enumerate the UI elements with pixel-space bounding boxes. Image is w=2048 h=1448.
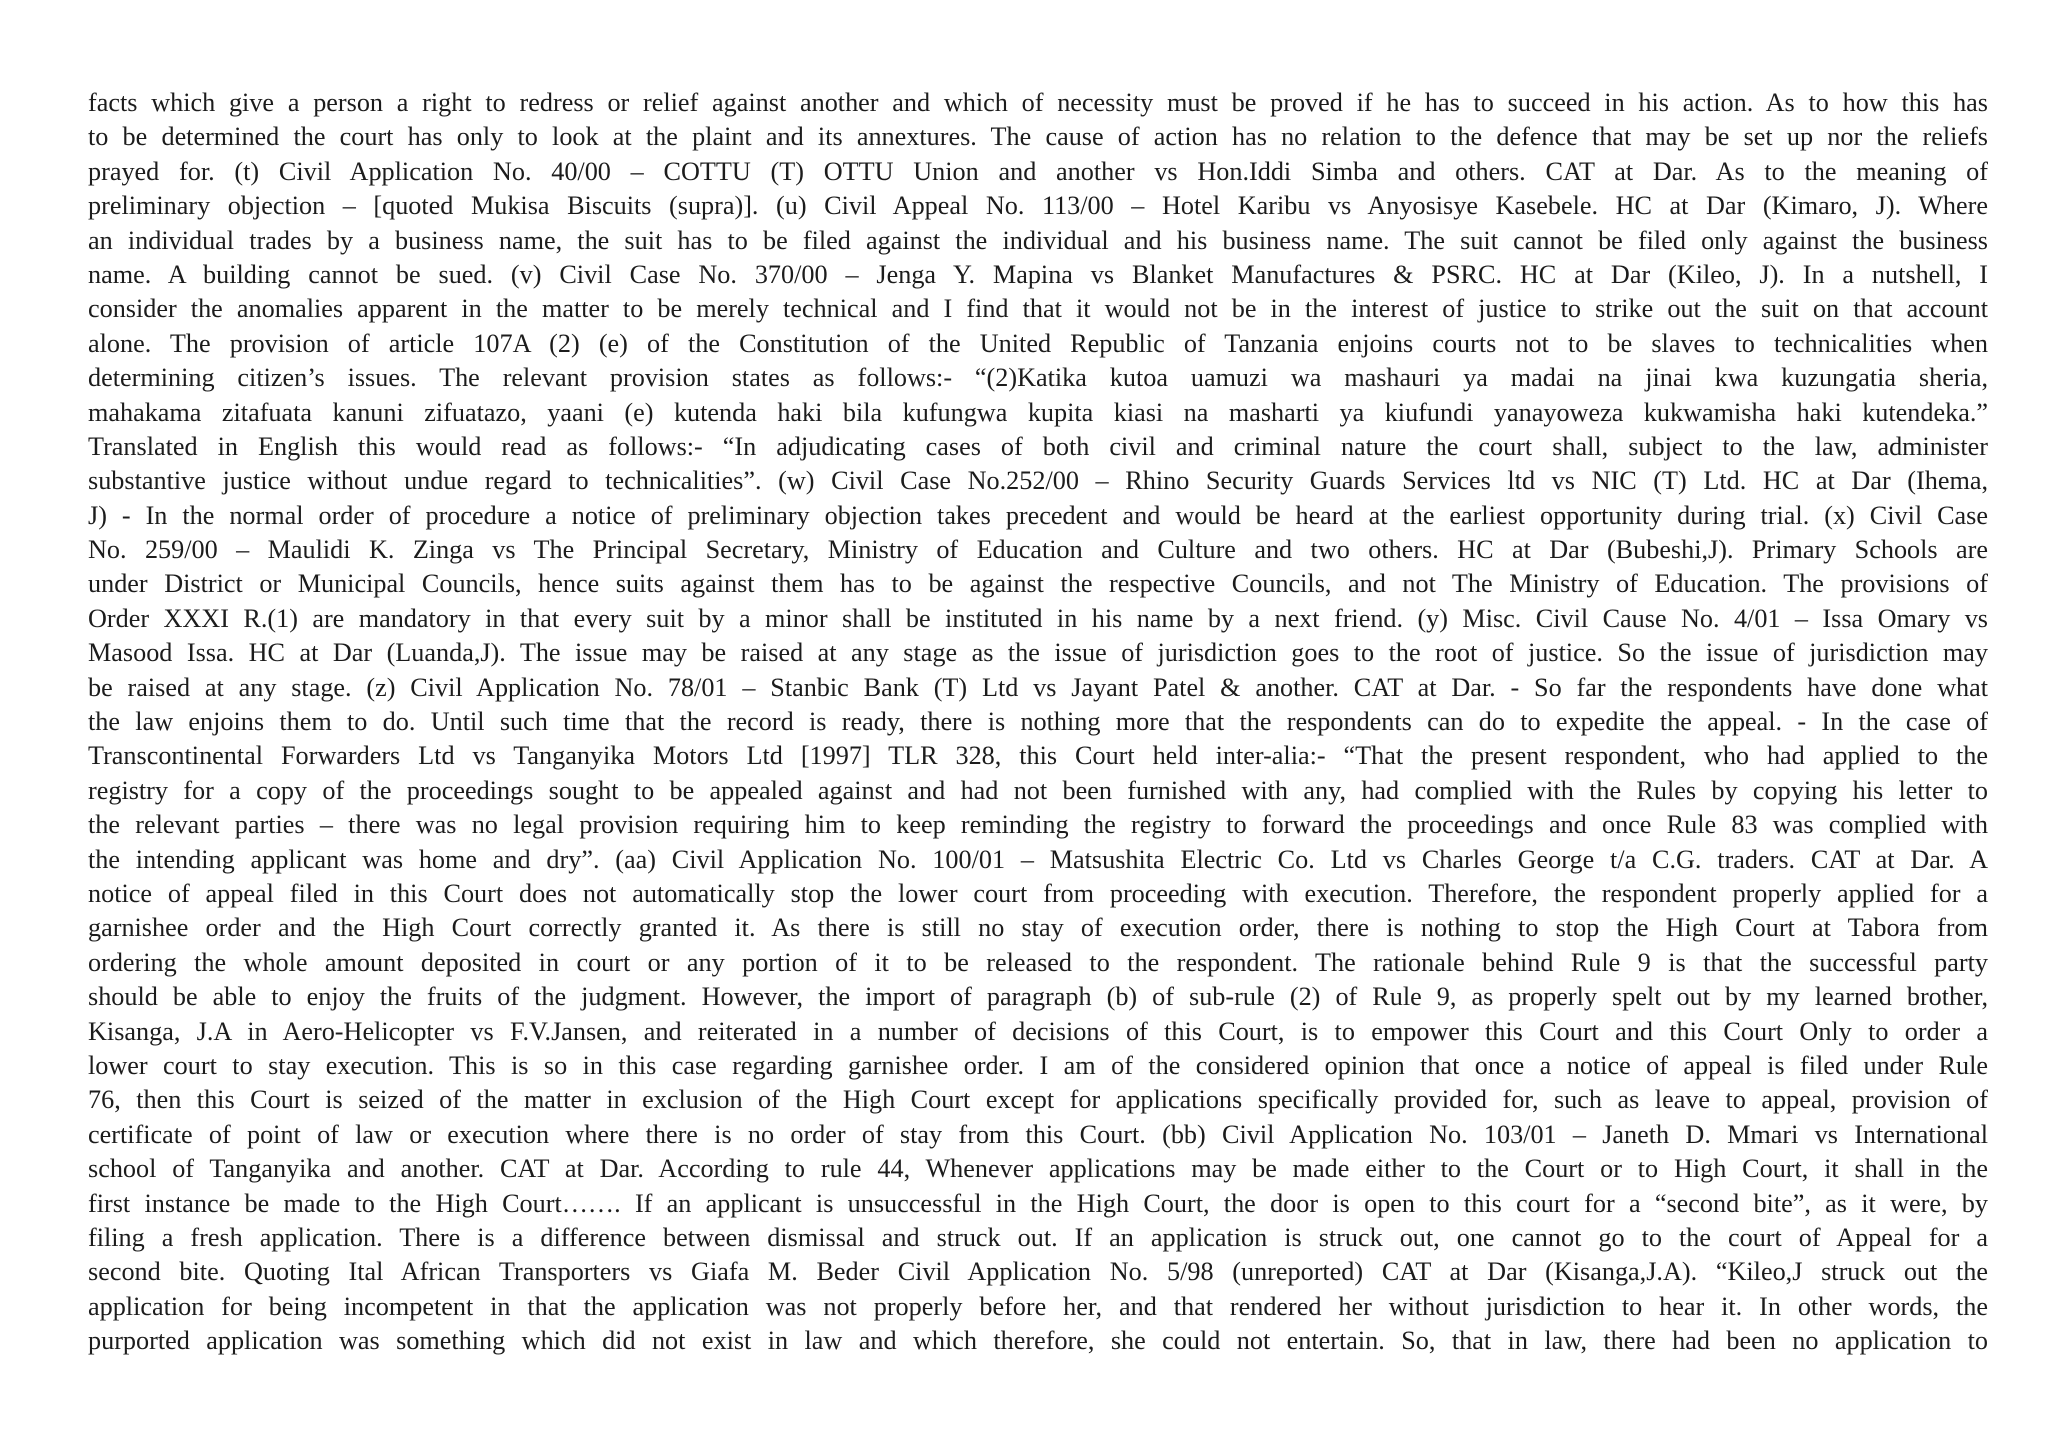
text-line: the relevant parties – there was no legal provision requiring him to keep reminding the registry to forward the proceedings and once Rule 83 was complied with xyxy=(88,810,1988,840)
text-line: No. 259/00 – Maulidi K. Zinga vs The Principal Secretary, Ministry of Education and Culture and two others. HC at Dar (Bubeshi,J). Primary Schools are xyxy=(88,535,1988,565)
text-line: Translated in English this would read as follows:- “In adjudicating cases of both civil and criminal nature the court shall, subject to the law, administer xyxy=(88,431,1988,461)
text-line: Masood Issa. HC at Dar (Luanda,J). The issue may be raised at any stage as the issue of jurisdiction goes to the root of justice. So the issue of jurisdiction may xyxy=(88,638,1988,668)
text-line: purported application was something which did not exist in law and which therefore, she could not entertain. So, that in law, there had been no application to xyxy=(88,1326,1988,1356)
text-line: facts which give a person a right to redress or relief against another and which of necessity must be proved if he has to succeed in his action. As to how this has xyxy=(88,88,1988,117)
text-line: Order XXXI R.(1) are mandatory in that every suit by a minor shall be instituted in his name by a next friend. (y) Misc. Civil Cause No. 4/01 – Issa Omary vs xyxy=(88,603,1988,633)
text-line: notice of appeal filed in this Court does not automatically stop the lower court from proceeding with execution. Therefore, the respondent properly applied for a xyxy=(88,878,1988,908)
text-line: substantive justice without undue regard to technicalities”. (w) Civil Case No.252/00 – Rhino Security Guards Services ltd vs NIC (T) Ltd. HC at Dar (Ihema, xyxy=(88,466,1988,496)
text-line: registry for a copy of the proceedings sought to be appealed against and had not been furnished with any, had complied with the Rules by copying his letter to xyxy=(88,775,1988,805)
text-line: preliminary objection – [quoted Mukisa Biscuits (supra)]. (u) Civil Appeal No. 113/00 – Hotel Karibu vs Anyosisye Kasebele. HC at Dar (Kimaro, J). Where xyxy=(88,191,1988,221)
text-line: filing a fresh application. There is a difference between dismissal and struck out. If an application is struck out, one cannot go to the court of Appeal for a xyxy=(88,1222,1988,1252)
text-line: alone. The provision of article 107A (2) (e) of the Constitution of the United Republic of Tanzania enjoins courts not to be slaves to technicalities when xyxy=(88,328,1988,358)
text-line: 76, then this Court is seized of the matter in exclusion of the High Court except for applications specifically provided for, such as leave to appeal, provision of xyxy=(88,1085,1988,1115)
text-line: Kisanga, J.A in Aero-Helicopter vs F.V.Jansen, and reiterated in a number of decisions of this Court, is to empower this Court and this Court Only to order a xyxy=(88,1016,1988,1046)
text-line: be raised at any stage. (z) Civil Application No. 78/01 – Stanbic Bank (T) Ltd vs Jayant Patel & another. CAT at Dar. - So far the respondents have done what xyxy=(88,672,1988,702)
body-text xyxy=(88,86,1988,1358)
text-line: should be able to enjoy the fruits of the judgment. However, the import of paragraph (b) of sub-rule (2) of Rule 9, as properly spelt out by my learned brother, xyxy=(88,982,1988,1012)
text-line: Transcontinental Forwarders Ltd vs Tanganyika Motors Ltd [1997] TLR 328, this Court held inter-alia:- “That the present respondent, who had applied to the xyxy=(88,741,1988,771)
text-line: under District or Municipal Councils, hence suits against them has to be against the respective Councils, and not The Ministry of Education. The provisions of xyxy=(88,569,1988,599)
text-line: the law enjoins them to do. Until such time that the record is ready, there is nothing more that the respondents can do to expedite the appeal. - In the case of xyxy=(88,707,1988,737)
text-line: to be determined the court has only to look at the plaint and its annextures. The cause of action has no relation to the defence that may be set up nor the reliefs xyxy=(88,122,1988,152)
text-line: prayed for. (t) Civil Application No. 40/00 – COTTU (T) OTTU Union and another vs Hon.Iddi Simba and others. CAT at Dar. As to the meaning of xyxy=(88,156,1988,186)
text-line: name. A building cannot be sued. (v) Civil Case No. 370/00 – Jenga Y. Mapina vs Blanket Manufactures & PSRC. HC at Dar (Kileo, J). In a nutshell, I xyxy=(88,259,1988,289)
text-line: an individual trades by a business name, the suit has to be filed against the individual and his business name. The suit cannot be filed only against the business xyxy=(88,225,1988,255)
text-line: mahakama zitafuata kanuni zifuatazo, yaani (e) kutenda haki bila kufungwa kupita kiasi na masharti ya kiufundi yanayoweza kukwamisha haki kutendeka.” xyxy=(88,397,1988,427)
text-line: ordering the whole amount deposited in court or any portion of it to be released to the respondent. The rationale behind Rule 9 is that the successful party xyxy=(88,947,1988,977)
text-line: first instance be made to the High Court……. If an applicant is unsuccessful in the High Court, the door is open to this court for a “second bite”, as it were, by xyxy=(88,1188,1988,1218)
text-line: consider the anomalies apparent in the matter to be merely technical and I find that it would not be in the interest of justice to strike out the suit on that account xyxy=(88,294,1988,324)
text-line: determining citizen’s issues. The relevant provision states as follows:- “(2)Katika kutoa uamuzi wa mashauri ya madai na jinai kwa kuzungatia sheria, xyxy=(88,363,1988,393)
text-line: school of Tanganyika and another. CAT at Dar. According to rule 44, Whenever applications may be made either to the Court or to High Court, it shall in the xyxy=(88,1154,1988,1184)
text-line: garnishee order and the High Court correctly granted it. As there is still no stay of execution order, there is nothing to stop the High Court at Tabora from xyxy=(88,913,1988,943)
text-line: certificate of point of law or execution where there is no order of stay from this Court. (bb) Civil Application No. 103/01 – Janeth D. Mmari vs International xyxy=(88,1119,1988,1149)
text-line: lower court to stay execution. This is so in this case regarding garnishee order. I am of the considered opinion that once a notice of appeal is filed under Rule xyxy=(88,1050,1988,1080)
text-line: J) - In the normal order of procedure a notice of preliminary objection takes precedent and would be heard at the earliest opportunity during trial. (x) Civil Case xyxy=(88,500,1988,530)
text-line: application for being incompetent in that the application was not properly before her, and that rendered her without jurisdiction to hear it. In other words, the xyxy=(88,1291,1988,1321)
text-line: the intending applicant was home and dry”. (aa) Civil Application No. 100/01 – Matsushita Electric Co. Ltd vs Charles George t/a C.G. traders. CAT at Dar. A xyxy=(88,844,1988,874)
text-line: second bite. Quoting Ital African Transporters vs Giafa M. Beder Civil Application No. 5/98 (unreported) CAT at Dar (Kisanga,J.A). “Kileo,J struck out the xyxy=(88,1257,1988,1287)
